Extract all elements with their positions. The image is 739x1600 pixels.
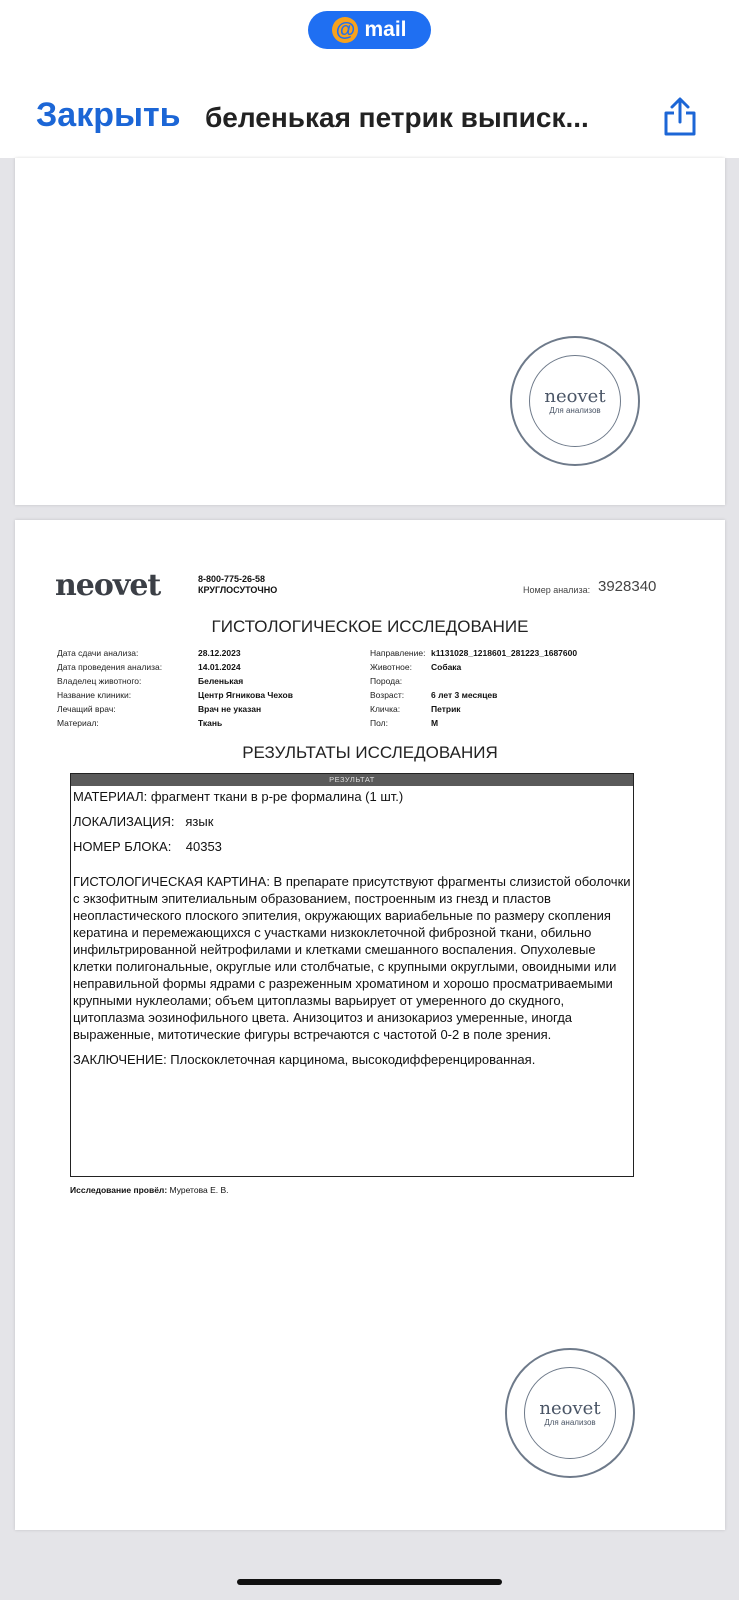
home-indicator[interactable] (237, 1579, 502, 1585)
material-line: МАТЕРИАЛ: фрагмент ткани в р-ре формалина (1 шт.) (73, 789, 404, 804)
meta-key: Направление: (370, 648, 426, 658)
document-title: беленькая петрик выписк... (205, 102, 589, 133)
meta-key: Дата проведения анализа: (57, 662, 163, 672)
meta-value: k1131028_1218601_281223_1687600 (431, 648, 578, 658)
phone-note: КРУГЛОСУТОЧНО (198, 584, 278, 595)
pdf-viewer[interactable] (0, 158, 739, 1600)
result-body (71, 786, 633, 1068)
at-sign-icon: @ (332, 17, 358, 43)
meta-key: Дата сдачи анализа: (57, 648, 139, 658)
meta-value: Собака (431, 662, 462, 672)
stamp-brand: neovet (544, 386, 606, 408)
meta-key: Пол: (370, 718, 388, 728)
meta-value: 14.01.2024 (198, 662, 241, 672)
meta-left (57, 646, 293, 730)
stamp-brand: neovet (539, 1398, 601, 1420)
result-box (70, 773, 634, 1177)
meta-value: 28.12.2023 (198, 648, 241, 658)
pdf-page-1 (15, 158, 725, 505)
viewer-header (0, 80, 739, 158)
block-number-line: НОМЕР БЛОКА: 40353 (73, 839, 222, 854)
meta-value: Ткань (198, 718, 223, 728)
close-button[interactable]: Закрыть (36, 96, 181, 134)
phone-number: 8-800-775-26-58 (198, 574, 266, 584)
histology-text: ГИСТОЛОГИЧЕСКАЯ КАРТИНА: В препарате присутствуют фрагменты слизистой оболочки с экзофитным эпителиальным образованием, построенным из гнезд и пластов неопластического плоского эпителия, окружающих вариабельные по размеру скопления кератина и перемежающихся с участками низкоклеточной фиброзной ткани, обильно инфильтрированной нейтрофилами и клетками смешанного воспаления. Опухолевые клетки полигональные, округлые или столбчатые, с крупными округлыми, овоидными или неправильной формы ядрами с разреженным хроматином и хорошо просматриваемыми крупными нуклеолами; объем цитоплазмы варьирует от умеренного до скудного, цитоплазма эозинофильного цвета. Анизоцитоз и анизокариоз умеренные, иногда выраженные, митотические фигуры встречаются с частотой 0-2 в поле зрения. (73, 874, 631, 1042)
report-title: ГИСТОЛОГИЧЕСКОЕ ИССЛЕДОВАНИЕ (211, 617, 529, 636)
meta-key: Название клиники: (57, 690, 132, 700)
signer-label: Исследование провёл: (70, 1185, 168, 1195)
meta-value: Петрик (431, 704, 461, 714)
meta-value: Центр Ягникова Чехов (198, 690, 293, 700)
meta-key: Лечащий врач: (57, 704, 116, 714)
signer-name: Муретова Е. В. (169, 1185, 229, 1195)
meta-key: Кличка: (370, 704, 401, 714)
analysis-number-value: 3928340 (598, 578, 657, 595)
results-title: РЕЗУЛЬТАТЫ ИССЛЕДОВАНИЯ (242, 743, 498, 762)
analysis-number-label: Номер анализа: (523, 585, 591, 595)
localization-line: ЛОКАЛИЗАЦИЯ: язык (73, 814, 214, 829)
neovet-logo: neovet (55, 568, 161, 603)
meta-key: Животное: (370, 662, 412, 672)
meta-key: Владелец животного: (57, 676, 142, 686)
meta-key: Возраст: (370, 690, 405, 700)
meta-value: М (431, 718, 439, 728)
stamp-sub: Для анализов (544, 1418, 596, 1428)
conclusion-text: ЗАКЛЮЧЕНИЕ: Плоскоклеточная карцинома, высокодифференцированная. (73, 1052, 536, 1067)
share-icon[interactable] (660, 96, 700, 138)
stamp-sub: Для анализов (549, 406, 601, 416)
result-bar: РЕЗУЛЬТАТ (71, 774, 633, 786)
meta-value: Врач не указан (198, 704, 262, 714)
signer-line (70, 1185, 229, 1195)
meta-key: Порода: (370, 676, 403, 686)
pdf-page-2 (15, 520, 725, 1530)
meta-key: Материал: (57, 718, 99, 728)
meta-value: Беленькая (198, 676, 244, 686)
mail-app-pill (308, 11, 431, 49)
stamp-seal (505, 1348, 635, 1478)
pill-label: mail (364, 18, 407, 41)
phone-block (198, 574, 277, 596)
meta-value: 6 лет 3 месяцев (431, 690, 498, 700)
stamp-seal (510, 336, 640, 466)
meta-right (370, 646, 577, 730)
